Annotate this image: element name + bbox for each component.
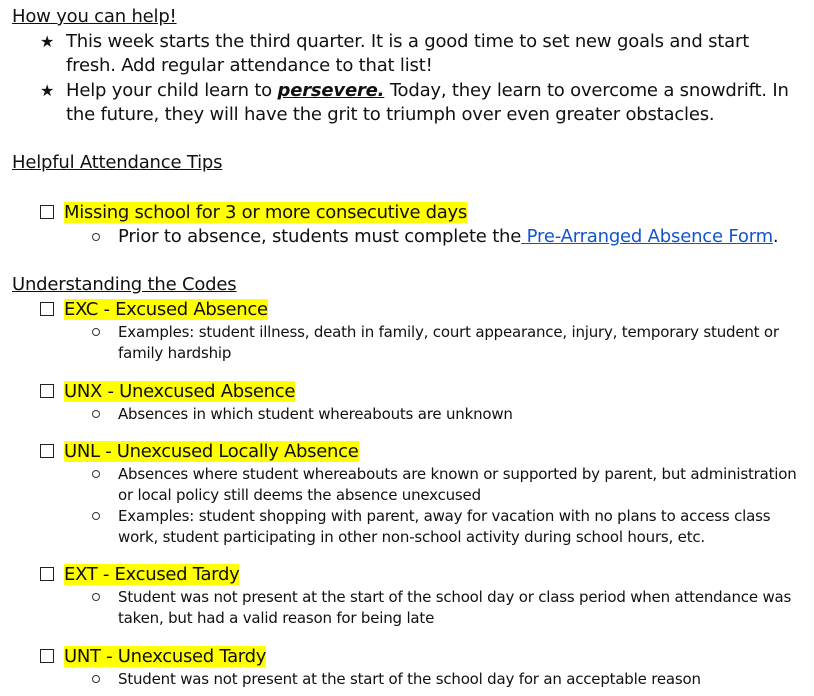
- code-exc: [40, 298, 268, 322]
- tip-sub-text: Prior to absence, students must complete the: [118, 226, 522, 247]
- checkbox-icon[interactable]: [40, 444, 54, 458]
- tip-item-label: Missing school for 3 or more consecutive days: [64, 202, 467, 223]
- code-unl-sub-1: [92, 464, 804, 506]
- checkbox-icon[interactable]: [40, 302, 54, 316]
- star-bullet-icon: ★: [40, 32, 55, 51]
- persevere-emphasis: persevere.: [277, 80, 385, 101]
- code-unl-sub-2: [92, 506, 804, 548]
- circle-bullet-icon: [92, 470, 100, 478]
- code-unx: [40, 380, 295, 404]
- checkbox-icon[interactable]: [40, 649, 54, 663]
- code-unx-sub-1: [92, 404, 804, 425]
- help-item-text-before: Help your child learn to: [66, 80, 278, 101]
- codes-heading: Understanding the Codes: [12, 274, 237, 295]
- tip-sub-period: .: [772, 226, 779, 247]
- help-item-1: [40, 30, 800, 78]
- circle-bullet-icon: [92, 512, 100, 520]
- circle-bullet-icon: [92, 593, 100, 601]
- code-unt: [40, 645, 266, 669]
- checkbox-icon[interactable]: [40, 384, 54, 398]
- tip-sub-item: [92, 225, 812, 249]
- tip-item: [40, 201, 467, 225]
- checkbox-icon[interactable]: [40, 205, 54, 219]
- pre-arranged-absence-form-link[interactable]: Pre-Arranged Absence Form: [521, 226, 773, 247]
- code-unl: [40, 440, 359, 464]
- help-item-text: This week starts the third quarter. It is a good time to set new goals and start fresh. Add regular attendance to that list!: [66, 31, 750, 76]
- code-exc-sub-1: [92, 322, 804, 364]
- code-unt-title: UNT - Unexcused Tardy: [64, 646, 267, 667]
- code-sub-text: Student was not present at the start of the school day for an acceptable reason: [118, 670, 701, 688]
- code-ext-title: EXT - Excused Tardy: [64, 564, 240, 585]
- help-item-text: [66, 79, 800, 127]
- code-sub-text: Student was not present at the start of the school day or class period when attendance was taken, but had a valid reason for being late: [118, 588, 792, 627]
- tips-heading: Helpful Attendance Tips: [12, 152, 223, 173]
- code-sub-text: Absences where student whereabouts are known or supported by parent, but administration or local policy still deems the absence unexcused: [118, 465, 797, 504]
- code-unl-title: UNL - Unexcused Locally Absence: [64, 441, 359, 462]
- checkbox-icon[interactable]: [40, 567, 54, 581]
- help-item-text-after: Today, they learn to overcome a snowdrift. In the future, they will have the grit to triumph over even greater obstacles.: [66, 80, 789, 125]
- help-heading: How you can help!: [12, 6, 177, 27]
- code-exc-title: EXC - Excused Absence: [64, 299, 268, 320]
- circle-bullet-icon: [92, 233, 100, 241]
- circle-bullet-icon: [92, 410, 100, 418]
- circle-bullet-icon: [92, 328, 100, 336]
- code-ext-sub-1: [92, 587, 804, 629]
- code-sub-text: Absences in which student whereabouts are unknown: [118, 405, 513, 423]
- circle-bullet-icon: [92, 675, 100, 683]
- code-sub-text: Examples: student illness, death in family, court appearance, injury, temporary student or family hardship: [118, 323, 779, 362]
- code-unt-sub-1: [92, 669, 804, 690]
- code-unx-title: UNX - Unexcused Absence: [64, 381, 296, 402]
- star-bullet-icon: ★: [40, 81, 55, 100]
- code-ext: [40, 563, 239, 587]
- code-sub-text: Examples: student shopping with parent, away for vacation with no plans to access class work, student participating in other non-school activity during school hours, etc.: [118, 507, 771, 546]
- help-item-2: [40, 79, 800, 127]
